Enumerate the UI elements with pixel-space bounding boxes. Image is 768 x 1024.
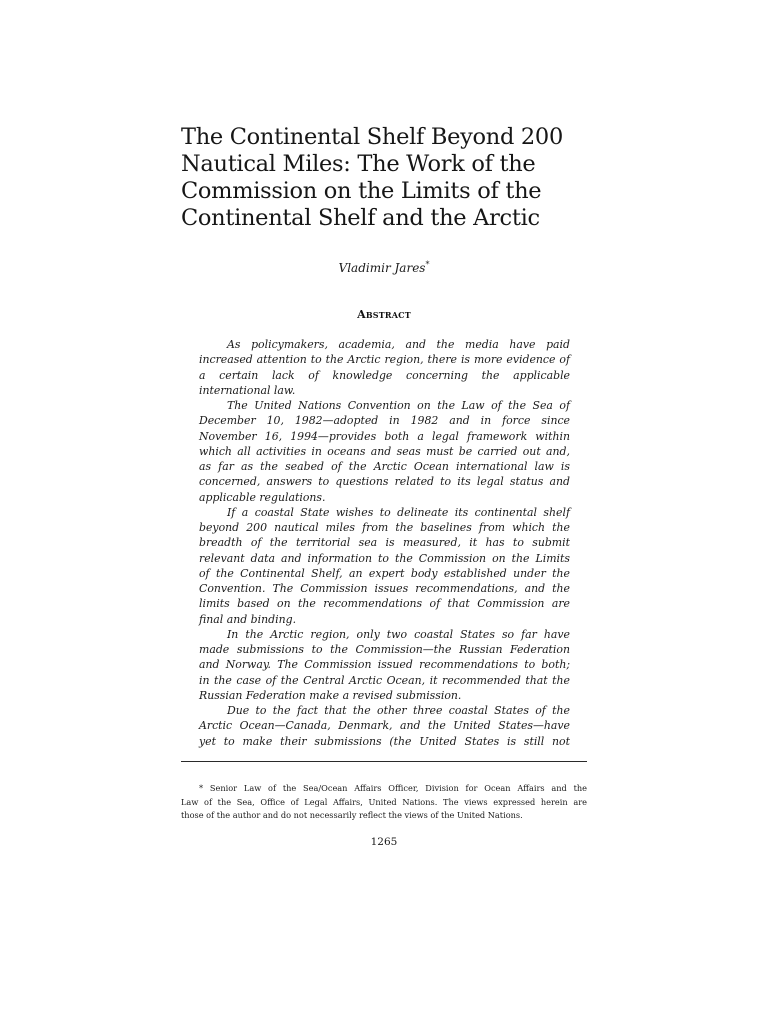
title-line: Continental Shelf and the Arctic — [181, 205, 540, 231]
title-line: The Continental Shelf Beyond 200 — [181, 124, 563, 150]
abstract-line: limits based on the recommendations of that Commission are — [199, 597, 570, 611]
title-line: Commission on the Limits of the — [181, 178, 542, 204]
page-number: 1265 — [370, 836, 398, 848]
footnote-line: those of the author and do not necessarily reflect the views of the United Nations. — [181, 810, 523, 820]
abstract-line: made submissions to the Commission—the Russian Federation — [199, 643, 570, 656]
abstract-line: Convention. The Commission issues recommendations, and the — [199, 582, 570, 595]
abstract-line: as far as the seabed of the Arctic Ocean international law is — [199, 460, 570, 473]
abstract-line: Due to the fact that the other three coastal States of the — [227, 704, 570, 717]
abstract-line: Arctic Ocean—Canada, Denmark, and the United States—have — [199, 719, 570, 733]
abstract-line: relevant data and information to the Commission on the Limits — [199, 551, 570, 565]
footnote-line: Law of the Sea, Office of Legal Affairs, United Nations. The views expressed herein are — [181, 796, 587, 807]
article-title — [181, 124, 591, 232]
abstract-line: Russian Federation make a revised submission. — [199, 688, 462, 702]
abstract-line: November 16, 1994—provides both a legal framework within — [199, 429, 570, 443]
author-footnote-marker: * — [425, 260, 430, 269]
abstract-line: December 10, 1982—adopted in 1982 and in force since — [199, 414, 570, 428]
abstract-heading — [0, 308, 768, 322]
abstract-line: final and binding. — [199, 612, 297, 626]
abstract-line: increased attention to the Arctic region, there is more evidence of — [199, 353, 570, 367]
abstract-line: breadth of the territorial sea is measured, it has to submit — [199, 536, 570, 550]
abstract-heading-text: Abstract — [357, 308, 411, 321]
abstract-body — [199, 337, 570, 749]
abstract-line: If a coastal State wishes to delineate its continental shelf — [227, 505, 570, 519]
abstract-line: in the case of the Central Arctic Ocean, it recommended that the — [199, 673, 570, 687]
title-line: Nautical Miles: The Work of the — [181, 151, 536, 177]
abstract-line: beyond 200 nautical miles from the baselines from which the — [199, 521, 570, 534]
footnote-divider — [181, 761, 587, 762]
author-line — [0, 261, 768, 275]
abstract-line: and Norway. The Commission issued recommendations to both; — [199, 658, 570, 672]
abstract-line: As policymakers, academia, and the media have paid — [227, 338, 570, 351]
footnote — [181, 782, 587, 823]
abstract-line: In the Arctic region, only two coastal States so far have — [227, 627, 570, 641]
abstract-line: applicable regulations. — [199, 490, 326, 504]
abstract-line: yet to make their submissions (the United States is still not — [199, 734, 570, 748]
abstract-line: of the Continental Shelf, an expert body established under the — [199, 566, 570, 580]
abstract-line: which all activities in oceans and seas must be carried out and, — [199, 444, 570, 458]
footnote-line: * Senior Law of the Sea/Ocean Affairs Officer, Division for Ocean Affairs and the — [199, 783, 587, 793]
abstract-line: concerned, answers to questions related to its legal status and — [199, 475, 570, 489]
abstract-line: a certain lack of knowledge concerning the applicable — [199, 368, 570, 382]
abstract-line: international law. — [199, 383, 296, 397]
author-name: Vladimir Jares — [338, 261, 426, 275]
abstract-line: The United Nations Convention on the Law of the Sea of — [227, 399, 570, 412]
